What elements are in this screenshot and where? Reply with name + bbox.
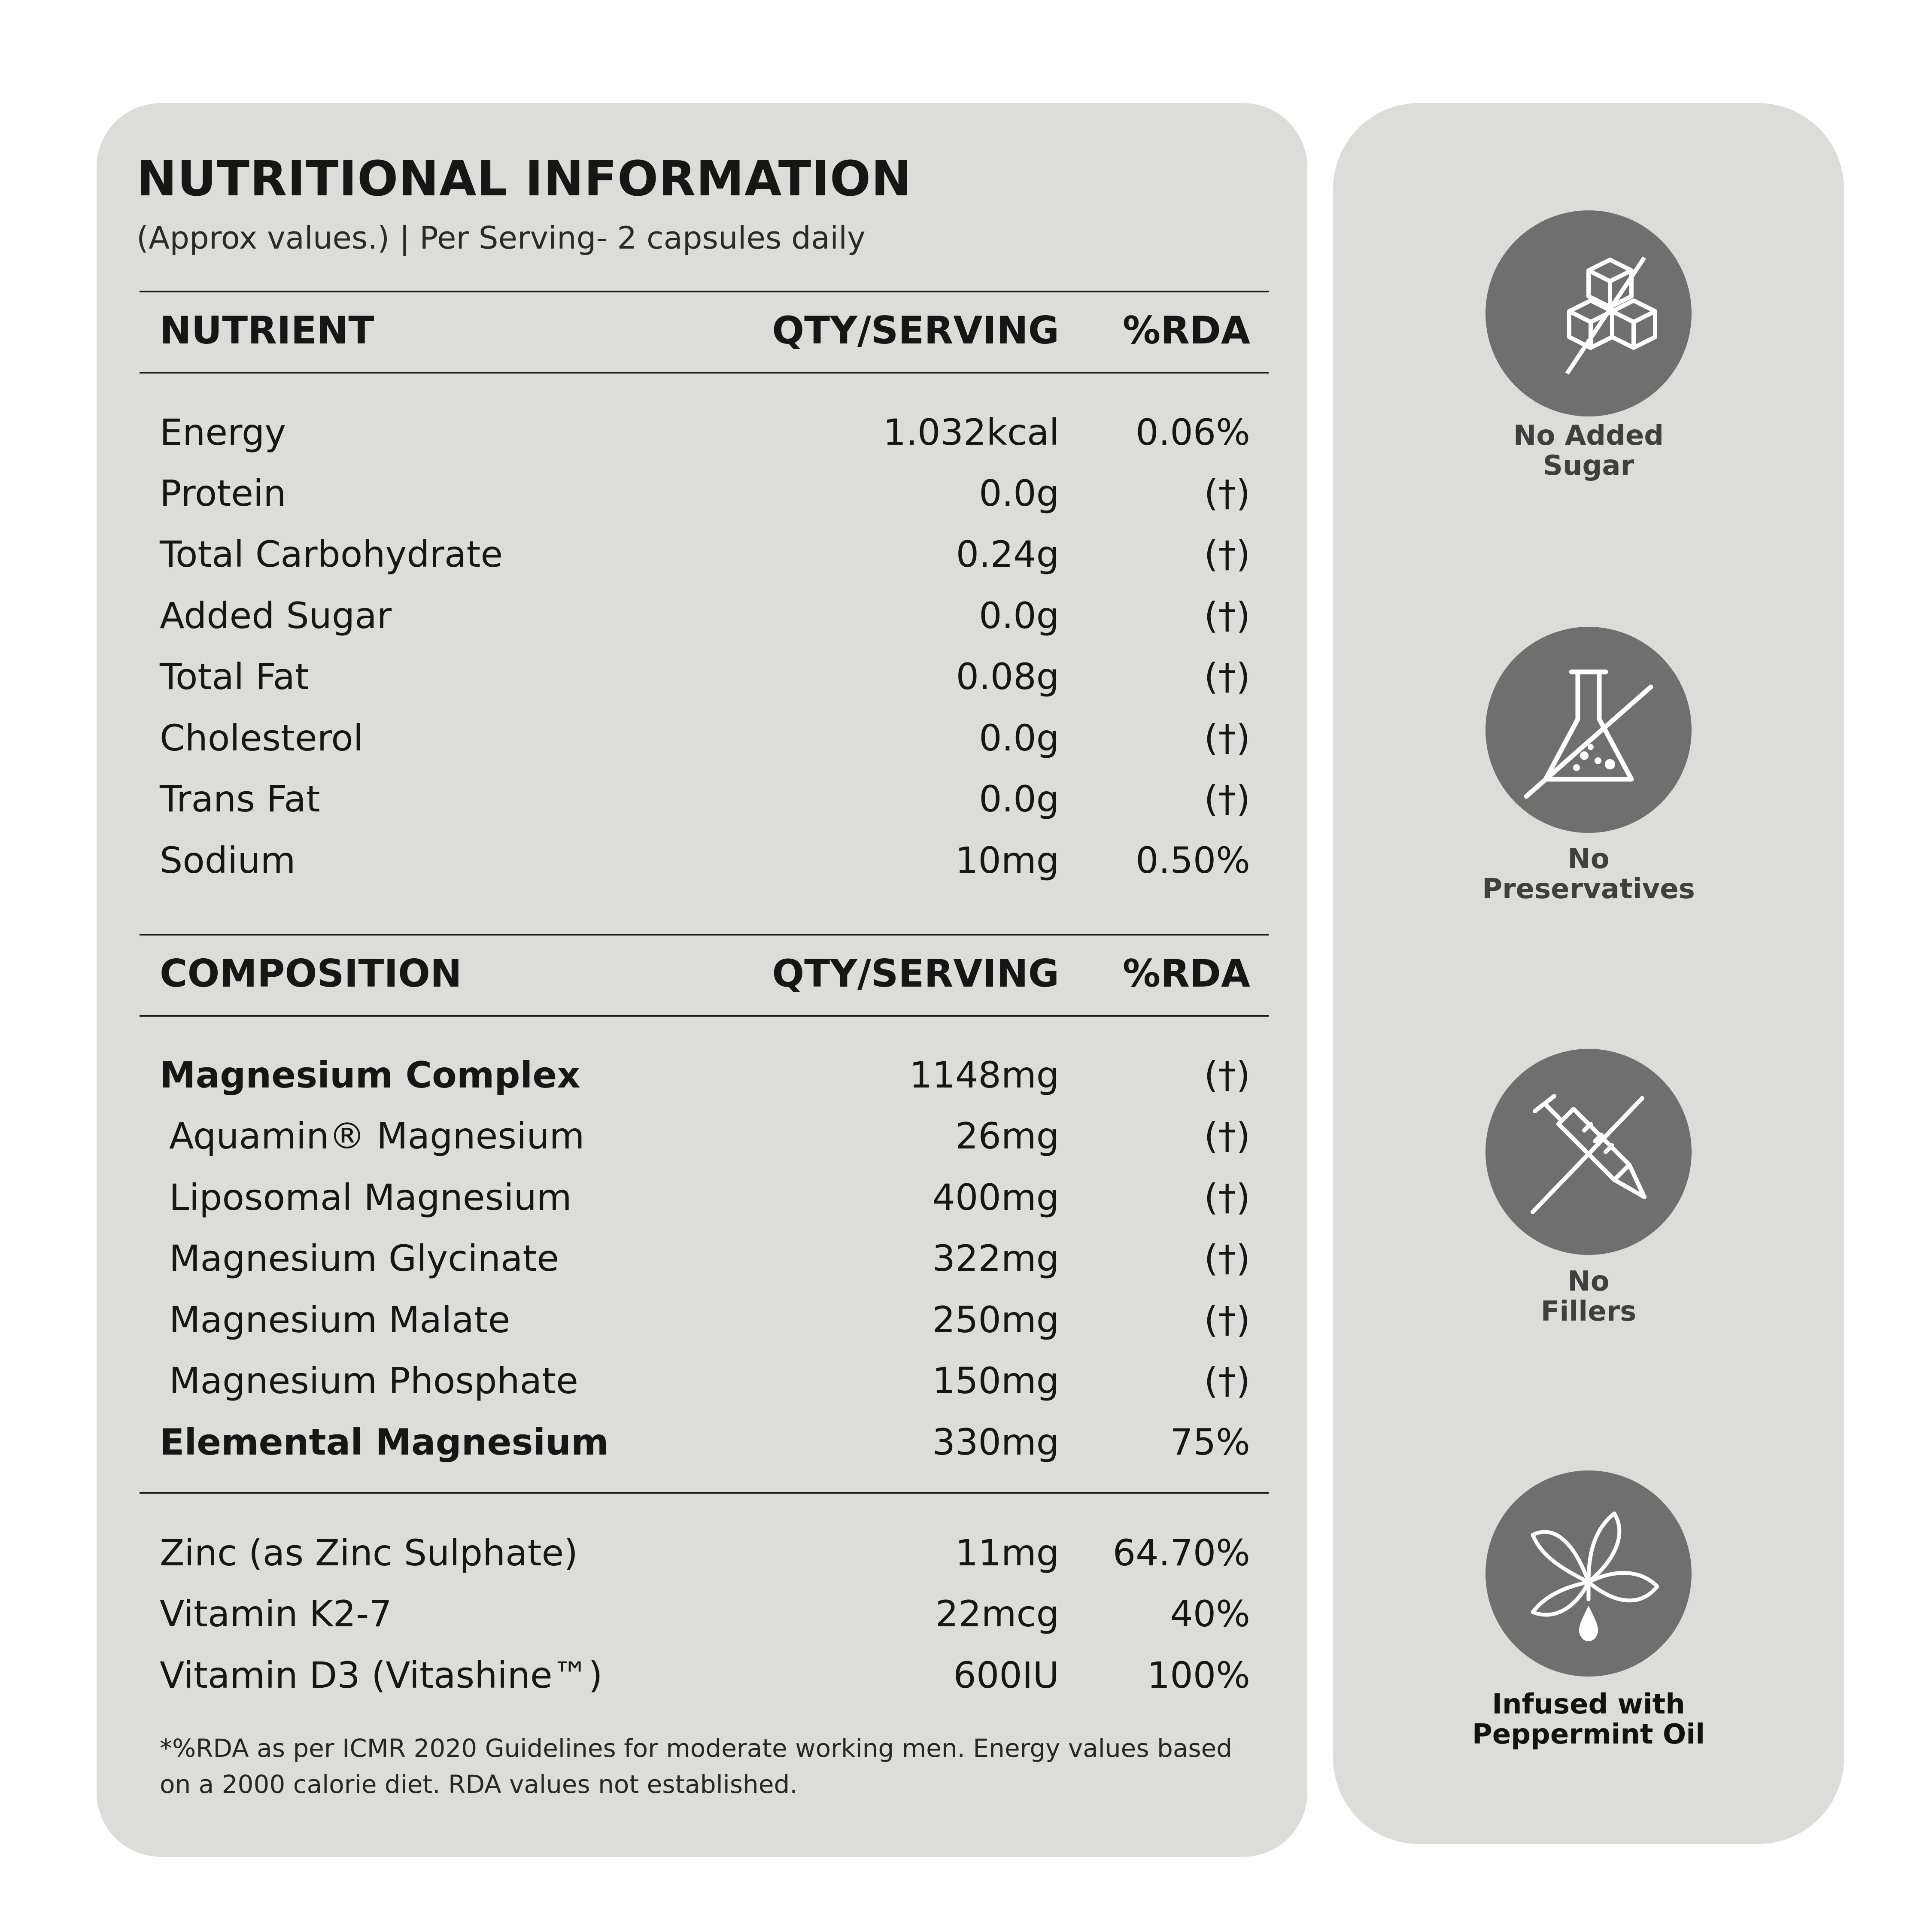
nutrient-qty: 1.032kcal [883, 411, 1059, 453]
composition-header-row [160, 951, 1250, 999]
table-row [160, 778, 1250, 825]
composition-rda: (†) [1204, 1237, 1250, 1279]
table-row [160, 533, 1250, 580]
no-sugar-cubes-icon [1485, 210, 1692, 416]
nutrient-name: Total Fat [160, 656, 309, 698]
nutrient-rda: 0.06% [1136, 411, 1250, 453]
nutrient-rda: (†) [1204, 717, 1250, 759]
vitamin-rda: 100% [1147, 1654, 1250, 1696]
no-fillers-badge [1485, 1049, 1692, 1255]
composition-rda: (†) [1204, 1054, 1250, 1096]
nutrient-rda: 0.50% [1136, 839, 1250, 881]
peppermint-label [1460, 1689, 1717, 1750]
composition-rda: (†) [1204, 1360, 1250, 1402]
composition-qty: 322mg [932, 1237, 1059, 1279]
composition-rda: (†) [1204, 1176, 1250, 1218]
nutrient-qty: 0.0g [979, 472, 1059, 514]
nutrient-name: Trans Fat [160, 778, 320, 820]
nutrient-qty: 0.24g [956, 533, 1059, 575]
divider [140, 1015, 1269, 1017]
table-row [160, 595, 1250, 642]
table-row [160, 1054, 1250, 1101]
rda-footnote: *%RDA as per ICMR 2020 Guidelines for moderate working men. Energy values based on a 2000 calorie diet. RDA values not established. [160, 1734, 1233, 1799]
table-row [160, 1115, 1250, 1162]
composition-rda: (†) [1204, 1115, 1250, 1157]
badge-line: Fillers [1540, 1296, 1637, 1327]
vitamin-qty: 600IU [953, 1654, 1059, 1696]
nutrient-header-row [160, 308, 1250, 355]
nutrient-qty: 0.0g [979, 595, 1059, 637]
table-row [160, 472, 1250, 519]
table-row [160, 1299, 1250, 1346]
col-header-qty: QTY/SERVING [772, 308, 1059, 352]
composition-qty: 250mg [932, 1299, 1059, 1341]
col-header-rda: %RDA [1122, 308, 1250, 352]
nutrient-rda: (†) [1204, 656, 1250, 698]
badge-line: Peppermint Oil [1472, 1719, 1705, 1750]
no-fillers-syringe-icon [1485, 1049, 1692, 1255]
no-preservatives-badge [1485, 627, 1692, 833]
composition-qty: 1148mg [909, 1054, 1059, 1096]
table-row [160, 1654, 1250, 1701]
nutrient-name: Protein [160, 472, 286, 514]
table-row [160, 839, 1250, 887]
table-row [160, 1176, 1250, 1224]
table-row [160, 1421, 1250, 1468]
no-fillers-label [1460, 1267, 1717, 1327]
composition-name: Magnesium Glycinate [169, 1237, 559, 1279]
nutrient-rda: (†) [1204, 472, 1250, 514]
table-row [160, 717, 1250, 764]
table-row [160, 1237, 1250, 1285]
vitamin-qty: 22mcg [935, 1593, 1059, 1635]
nutrient-name: Energy [160, 411, 286, 453]
nutrient-qty: 0.0g [979, 778, 1059, 820]
col-header-composition: COMPOSITION [160, 951, 462, 996]
badge-line: Infused with [1492, 1689, 1685, 1720]
table-row [160, 1360, 1250, 1407]
nutrient-name: Total Carbohydrate [160, 533, 503, 575]
vitamin-rda: 64.70% [1112, 1532, 1250, 1574]
nutrient-name: Added Sugar [160, 595, 392, 637]
composition-qty: 26mg [955, 1115, 1059, 1157]
nutrient-name: Sodium [160, 839, 296, 881]
peppermint-badge [1485, 1470, 1692, 1677]
vitamin-name: Zinc (as Zinc Sulphate) [160, 1532, 578, 1574]
table-row [160, 411, 1250, 459]
badge-line: Sugar [1543, 450, 1634, 482]
peppermint-leaf-icon [1485, 1470, 1692, 1677]
table-row [160, 656, 1250, 703]
composition-rda: 75% [1170, 1421, 1250, 1463]
composition-name: Magnesium Complex [160, 1054, 580, 1096]
no-preservatives-label [1460, 844, 1717, 904]
composition-name: Magnesium Malate [169, 1299, 510, 1341]
table-row [160, 1593, 1250, 1640]
no-sugar-label [1460, 421, 1717, 481]
composition-qty: 330mg [932, 1421, 1059, 1463]
no-preservatives-flask-icon [1485, 627, 1692, 833]
composition-name: Liposomal Magnesium [169, 1176, 572, 1218]
composition-rda: (†) [1204, 1299, 1250, 1341]
composition-name: Aquamin® Magnesium [169, 1115, 585, 1157]
composition-name: Elemental Magnesium [160, 1421, 609, 1463]
no-sugar-badge [1485, 210, 1692, 416]
nutrient-rda: (†) [1204, 778, 1250, 820]
vitamin-name: Vitamin D3 (Vitashine™) [160, 1654, 603, 1696]
nutrient-rda: (†) [1204, 595, 1250, 637]
divider [140, 291, 1269, 292]
page-title: NUTRITIONAL INFORMATION [137, 151, 912, 207]
divider [140, 934, 1269, 936]
col-header-qty: QTY/SERVING [772, 951, 1059, 996]
badge-line: No Added [1513, 420, 1664, 452]
composition-qty: 400mg [932, 1176, 1059, 1218]
vitamin-qty: 11mg [955, 1532, 1059, 1574]
badge-line: Preservatives [1482, 873, 1695, 905]
badge-line: No [1567, 1266, 1610, 1297]
table-row [160, 1532, 1250, 1579]
serving-info: (Approx values.) | Per Serving- 2 capsules daily [137, 220, 866, 256]
nutrient-name: Cholesterol [160, 717, 364, 759]
nutrient-qty: 10mg [955, 839, 1059, 881]
vitamin-name: Vitamin K2-7 [160, 1593, 392, 1635]
composition-qty: 150mg [932, 1360, 1059, 1402]
badge-line: No [1567, 843, 1610, 875]
col-header-rda: %RDA [1122, 951, 1250, 996]
nutrient-qty: 0.08g [956, 656, 1059, 698]
nutrient-qty: 0.0g [979, 717, 1059, 759]
divider [140, 372, 1269, 374]
col-header-nutrient: NUTRIENT [160, 308, 374, 352]
vitamin-rda: 40% [1170, 1593, 1250, 1635]
composition-name: Magnesium Phosphate [169, 1360, 578, 1402]
nutrient-rda: (†) [1204, 533, 1250, 575]
divider [140, 1492, 1269, 1494]
